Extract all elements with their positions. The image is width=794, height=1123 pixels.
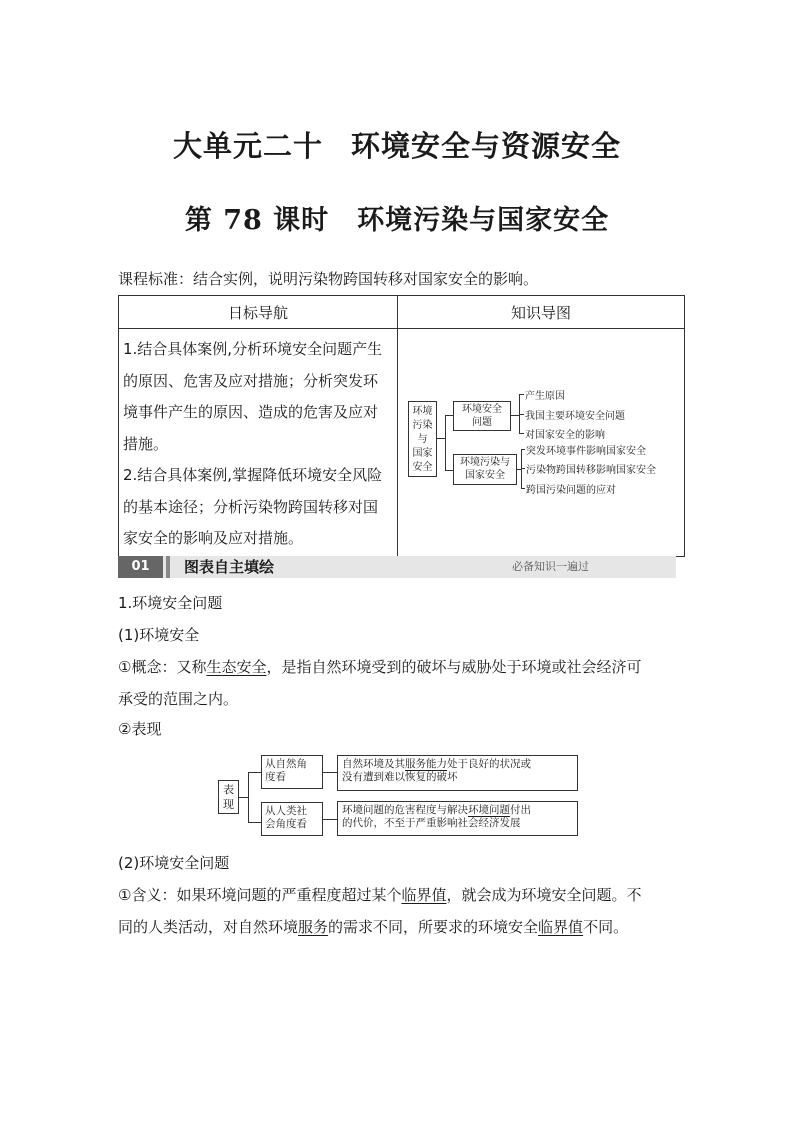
text-span: 没有遭到难以恢复的破坏: [342, 771, 458, 783]
lesson-number: 第 78 课时: [184, 205, 330, 236]
branch-line: 环境安全: [462, 404, 502, 415]
goal-1: 1.结合具体案例,分析环境安全问题产生的原因、危害及应对措施；分析突发环境事件产生的原因、造成的危害及应对措施。: [123, 340, 383, 453]
text-span: 付出: [510, 804, 531, 816]
desc-natural: [337, 755, 578, 791]
desc-human-society: [337, 801, 578, 836]
course-standard: 课程标准：结合实例，说明污染物跨国转移对国家安全的影响。: [118, 270, 539, 288]
text-span: ，就会成为环境安全问题。不: [446, 886, 642, 904]
text-span: 自然环境及其: [342, 758, 405, 770]
mindmap-header: 知识导图: [398, 296, 685, 329]
goal-2: 2.结合具体案例,掌握降低环境安全风险的基本途径；分析污染物跨国转移对国家安全的影响及应对措施。: [123, 466, 383, 547]
angle-line: 度看: [265, 771, 286, 783]
heading-security-issues: (2)环境安全问题: [118, 854, 230, 872]
goals-table: [118, 295, 685, 557]
mindmap-leaf: 产生原因: [525, 391, 565, 402]
meaning-paragraph: [118, 880, 680, 943]
text-span: ①含义：如果环境问题的严重程度超过某个: [118, 886, 402, 904]
text-span: 环境问题的危害程度与解决: [342, 804, 468, 816]
diagram-root: [218, 780, 239, 814]
goals-header: 日标导航: [119, 296, 398, 329]
mindmap-root-line: 国家: [412, 448, 433, 459]
fill-blank: 服务: [298, 917, 329, 936]
angle-line: 从自然角: [265, 758, 307, 770]
diagram-root-char: 现: [223, 798, 234, 811]
heading-manifestation: ②表现: [118, 720, 162, 738]
text-span: 的代价，不至于严重影响社会经济发展: [342, 817, 521, 829]
mindmap-leaf: 污染物跨国转移影响国家安全: [526, 465, 656, 476]
mindmap-root-line: 环境: [412, 406, 433, 417]
concept-paragraph: [118, 652, 680, 715]
fill-blank: 临界值: [401, 886, 447, 904]
mindmap-root-line: 污染: [412, 420, 433, 431]
mindmap-root: [408, 401, 437, 477]
unit-title-part2: 环境安全与资源安全: [351, 129, 622, 163]
text-span: 承受的范围之内。: [118, 689, 239, 708]
text-span: ，是指自然环境受到的破坏与威胁处于环境或社会经济可: [266, 658, 642, 676]
mindmap-leaf: 突发环境事件影响国家安全: [526, 446, 646, 457]
mindmap-branch-environment-security: [453, 401, 511, 431]
mindmap-leaf: 对国家安全的影响: [525, 430, 605, 441]
heading-environment-security: (1)环境安全: [118, 626, 200, 644]
branch-line: 环境污染与: [460, 457, 510, 468]
section-title: 图表自主填绘: [184, 558, 275, 576]
mindmap-leaf: 我国主要环境安全问题: [525, 411, 625, 422]
text-span: ①概念：又称: [118, 658, 207, 676]
angle-line: 会角度看: [265, 818, 307, 830]
angle-line: 从人类社: [265, 805, 307, 817]
mindmap-cell: [398, 329, 685, 557]
text-span: 不同。: [583, 917, 629, 936]
lesson-name: 环境污染与国家安全: [357, 205, 610, 236]
text-span: 处于良好的状况或: [447, 758, 531, 770]
section-tagline: 必备知识一遍过: [512, 560, 589, 573]
text-span: 同的人类活动，对自然环境: [118, 917, 299, 936]
fill-blank: 服务能力: [405, 758, 447, 770]
mindmap-root-line: 安全: [412, 462, 433, 473]
fill-blank: 环境问题: [468, 804, 510, 816]
section-divider: [166, 556, 170, 578]
unit-title: [0, 124, 794, 165]
fill-blank: 临界值: [538, 917, 584, 936]
text-span: 的需求不同，所要求的环境安全: [328, 917, 539, 936]
heading-environment-security-issues: 1.环境安全问题: [118, 594, 223, 612]
section-number: 01: [118, 556, 163, 578]
lesson-title: [0, 198, 794, 237]
mindmap-leaf: 跨国污染问题的应对: [526, 485, 616, 496]
goals-cell: [119, 329, 398, 557]
angle-human-society: [261, 802, 323, 836]
mindmap-branch-pollution-security: [453, 454, 517, 485]
angle-natural: [261, 755, 323, 789]
manifestation-diagram: [215, 754, 585, 836]
unit-title-part1: 大单元二十: [172, 129, 323, 163]
fill-blank: 生态安全: [206, 658, 267, 676]
mindmap-root-line: 与: [417, 434, 428, 445]
mindmap: [399, 330, 683, 545]
branch-line: 国家安全: [465, 470, 505, 481]
diagram-root-char: 表: [223, 783, 234, 796]
branch-line: 问题: [472, 417, 492, 428]
